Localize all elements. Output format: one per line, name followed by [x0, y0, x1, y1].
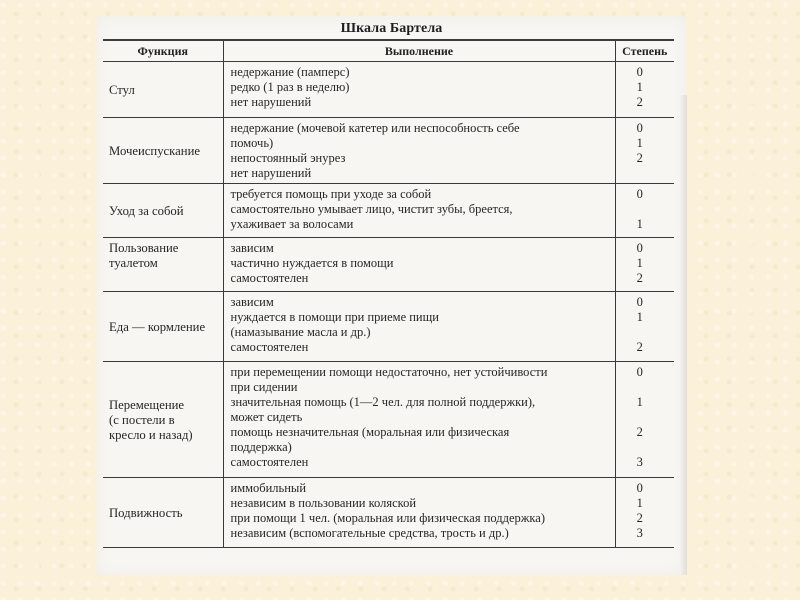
score-value: 2 — [636, 425, 643, 439]
function-cell — [103, 118, 223, 184]
score-value: 1 — [636, 496, 643, 510]
description-line: самостоятелен — [230, 455, 309, 469]
score-value: 2 — [636, 151, 643, 165]
score-value: 0 — [636, 481, 643, 495]
function-label: кресло и назад) — [109, 427, 193, 442]
score-value: 2 — [636, 511, 643, 525]
score-cell — [615, 238, 674, 292]
score-value: 0 — [636, 65, 643, 79]
description-line: независим в пользовании коляской — [230, 496, 417, 510]
description-line: ухаживает за волосами — [230, 217, 354, 231]
description-line: нет нарушений — [230, 166, 312, 180]
function-cell — [103, 292, 223, 362]
description-line: при сидении — [230, 380, 298, 394]
description-line: может сидеть — [230, 410, 303, 424]
function-label: Мочеиспускание — [109, 143, 200, 158]
function-label: Уход за собой — [109, 203, 184, 218]
table-row — [103, 478, 674, 548]
score-cell — [615, 478, 674, 548]
description-line: независим (вспомогательные средства, трость и др.) — [230, 526, 509, 540]
score-value: 0 — [636, 295, 643, 309]
function-label: Перемещение — [109, 397, 185, 412]
function-cell — [103, 478, 223, 548]
score-cell — [615, 62, 674, 118]
description-line: частично нуждается в помощи — [230, 256, 394, 270]
function-column-header: Функция — [103, 40, 223, 62]
table-row — [103, 362, 674, 478]
description-line: зависим — [230, 295, 274, 309]
description-cell — [223, 184, 615, 238]
description-line: помощь незначительная (моральная или физическая — [230, 425, 510, 439]
score-value: 2 — [636, 340, 643, 354]
description-line: самостоятелен — [230, 340, 309, 354]
score-cell — [615, 362, 674, 478]
score-value: 1 — [636, 217, 643, 231]
function-label: Еда — кормление — [109, 319, 206, 334]
score-value: 0 — [636, 121, 643, 135]
description-line: самостоятелен — [230, 271, 309, 285]
description-cell — [223, 362, 615, 478]
score-cell — [615, 292, 674, 362]
description-line: редко (1 раз в неделю) — [230, 80, 350, 94]
description-line: нуждается в помощи при приеме пищи — [230, 310, 439, 324]
table-row — [103, 292, 674, 362]
score-value: 3 — [636, 526, 643, 540]
function-cell — [103, 362, 223, 478]
description-line: самостоятельно умывает лицо, чистит зубы, бреется, — [230, 202, 513, 216]
description-line: при перемещении помощи недостаточно, нет устойчивости — [230, 365, 548, 379]
function-cell — [103, 62, 223, 118]
score-value: 1 — [636, 136, 643, 150]
description-line: недержание (мочевой катетер или неспособность себе — [230, 121, 520, 135]
function-label: Пользование — [109, 241, 179, 255]
score-value: 3 — [636, 455, 643, 469]
description-cell — [223, 62, 615, 118]
description-line: требуется помощь при уходе за собой — [230, 187, 432, 201]
score-value: 1 — [636, 395, 643, 409]
scanned-page — [97, 16, 686, 575]
page-title: Шкала Бартела — [340, 21, 443, 36]
description-line: (намазывание масла и др.) — [230, 325, 371, 339]
description-line: непостоянный энурез — [230, 151, 346, 165]
score-value: 1 — [636, 310, 643, 324]
score-value: 1 — [636, 80, 643, 94]
table-row — [103, 238, 674, 292]
score-value: 2 — [636, 95, 643, 109]
function-label: туалетом — [109, 256, 158, 270]
table-row — [103, 184, 674, 238]
table-row — [103, 62, 674, 118]
description-line: нет нарушений — [230, 95, 312, 109]
score-cell — [615, 184, 674, 238]
function-cell — [103, 238, 223, 292]
function-cell — [103, 184, 223, 238]
score-value: 0 — [636, 187, 643, 201]
description-line: зависим — [230, 241, 274, 255]
score-cell — [615, 118, 674, 184]
degree-column-header: Степень — [615, 40, 674, 62]
scan-edge-shadow — [680, 95, 687, 575]
function-label: Подвижность — [109, 505, 183, 520]
description-cell — [223, 118, 615, 184]
description-line: недержание (памперс) — [230, 65, 350, 79]
description-line: помочь) — [230, 136, 274, 150]
score-value: 2 — [636, 271, 643, 285]
score-value: 0 — [636, 241, 643, 255]
score-value: 0 — [636, 365, 643, 379]
table-header-row — [103, 40, 674, 62]
barthel-scale-table — [103, 39, 674, 548]
description-cell — [223, 238, 615, 292]
function-label: Стул — [109, 82, 135, 97]
description-line: поддержка) — [230, 440, 292, 454]
score-value: 1 — [636, 256, 643, 270]
function-label: (с постели в — [109, 412, 175, 427]
description-cell — [223, 292, 615, 362]
description-cell — [223, 478, 615, 548]
description-line: иммобильный — [230, 481, 307, 495]
description-line: при помощи 1 чел. (моральная или физическая поддержка) — [230, 511, 546, 525]
table-row — [103, 118, 674, 184]
description-line: значительная помощь (1—2 чел. для полной поддержки), — [230, 395, 536, 409]
performance-column-header: Выполнение — [223, 40, 615, 62]
